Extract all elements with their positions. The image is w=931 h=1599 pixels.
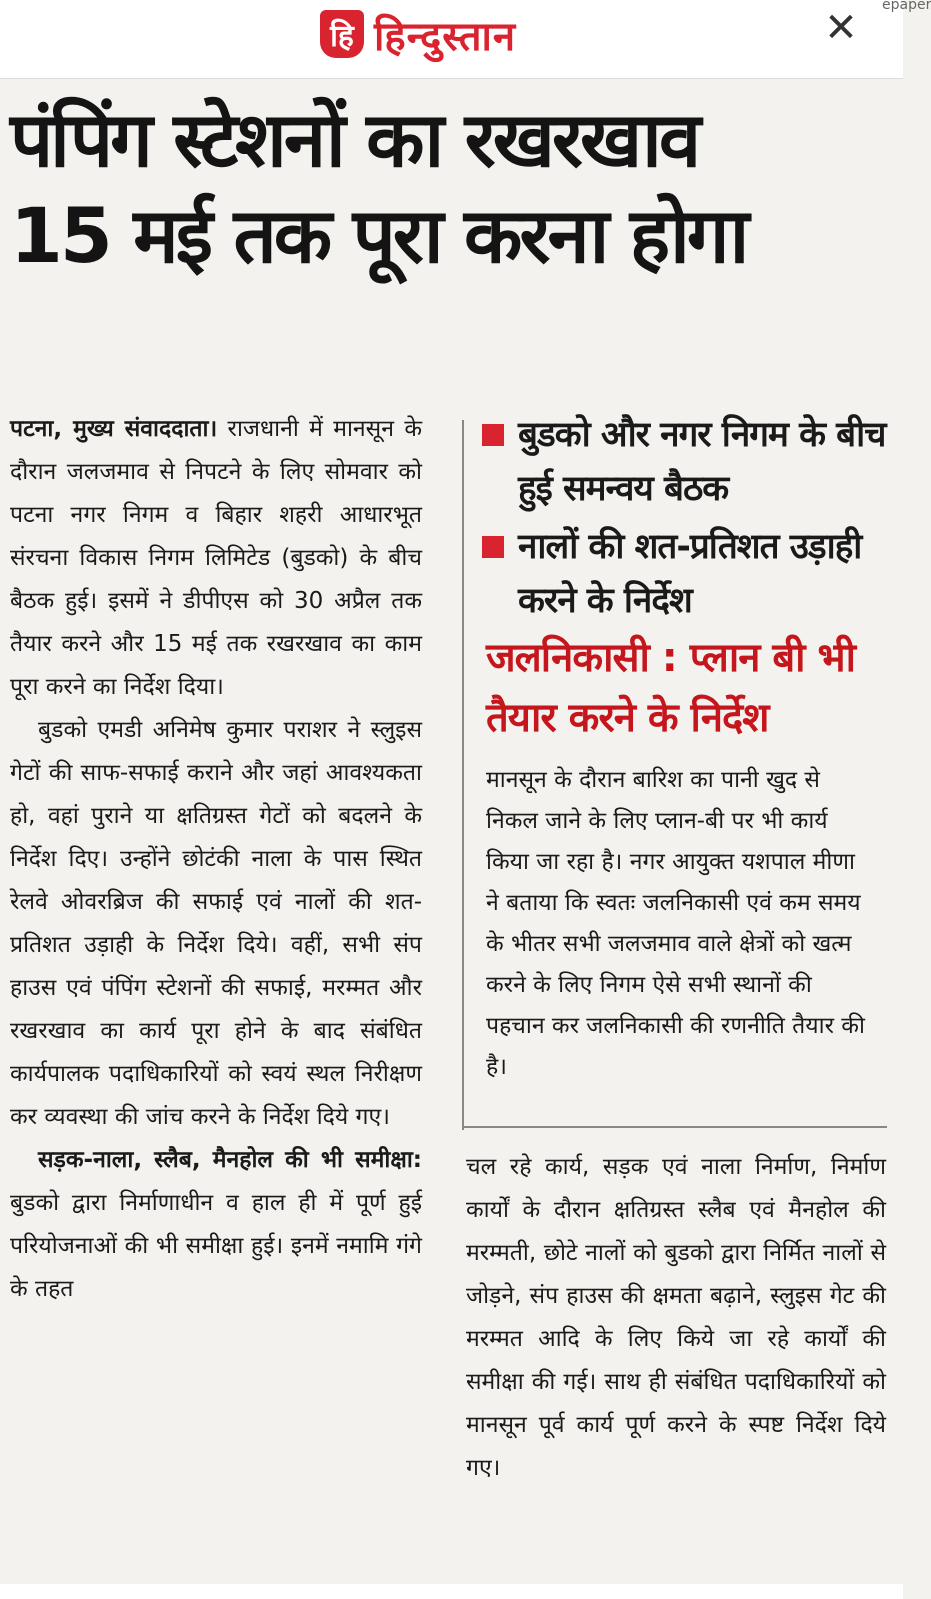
dateline: पटना, मुख्य संवाददाता। [10,416,218,442]
headline-line-1: पंपिंग स्टेशनों का रखरखाव [10,95,699,184]
epaper-label: epaper [882,0,931,13]
box-divider [462,1126,887,1128]
bullet-text: बुडको और नगर निगम के बीच हुई समन्वय बैठक [518,415,886,509]
bullet-square-icon [482,536,504,558]
bottom-strip [0,1584,903,1599]
paragraph-3-text: बुडको द्वारा निर्माणाधीन व हाल ही में पूर्ण हुई परियोजनाओं की भी समीक्षा हुई। इनमें नमामि गंगे के तहत [10,1190,422,1302]
inline-subhead: सड़क-नाला, स्लैब, मैनहोल की भी समीक्षा: [38,1147,422,1173]
left-column [10,408,422,1311]
paragraph-3 [10,1139,422,1311]
bullet-item [482,520,887,628]
logo [320,0,931,64]
paragraph-1-text: राजधानी में मानसून के दौरान जलजमाव से निपटने के लिए सोमवार को पटना नगर निगम व बिहार शहरी आधारभूत संरचना विकास निगम लिमिटेड (बुडको) के बीच बैठक हुई। इसमें ने डीपीएस को 30 अप्रैल तक तैयार करने और 15 मई तक रखरखाव का काम पूरा करने का निर्देश दिया। [10,416,422,700]
bullet-text: नालों की शत-प्रतिशत उड़ाही करने के निर्देश [518,527,862,621]
headline-line-2: 15 मई तक पूरा करना होगा [10,191,747,280]
logo-text: हिन्दुस्तान [374,13,517,60]
column-divider [462,420,464,1130]
bullet-square-icon [482,424,504,446]
logo-badge-icon: हि [320,10,364,58]
highlight-bullets [482,408,887,632]
box-heading: जलनिकासी : प्लान बी भी तैयार करने के निर्देश [486,635,855,741]
paragraph-2: बुडको एमडी अनिमेष कुमार पराशर ने स्लुइस गेटों की साफ-सफाई कराने और जहां आवश्यकता हो, वहां पुराने या क्षतिग्रस्त गेटों को बदलने के निर्देश दिए। उन्होंने छोटंकी नाला के पास स्थित रेलवे ओवरब्रिज की सफाई एवं नालों की शत-प्रतिशत उड़ाही के निर्देश दिये। वहीं, सभी संप हाउस एवं पंपिंग स्टेशनों की सफाई, मरम्मत और रखरखाव का कार्य पूरा होने के बाद संबंधित कार्यपालक पदाधिकारियों को स्वयं स्थल निरीक्षण कर व्यवस्था की जांच करने के निर्देश दिये गए। [10,717,422,1130]
bullet-item [482,408,887,516]
paragraph-1 [10,408,422,709]
article-headline [10,92,890,284]
close-icon[interactable]: ✕ [824,5,858,51]
box-text: मानसून के दौरान बारिश का पानी खुद से निकल जाने के लिए प्लान-बी पर भी कार्य किया जा रहा है। नगर आयुक्त यशपाल मीणा ने बताया कि स्वतः जलनिकासी एवं कम समय के भीतर सभी जलजमाव वाले क्षेत्रों को खत्म करने के लिए निगम ऐसे सभी स्थानों की पहचान कर जलनिकासी की रणनीति तैयार की है। [486,767,865,1080]
right-column-text: चल रहे कार्य, सड़क एवं नाला निर्माण, निर्माण कार्यों के दौरान क्षतिग्रस्त स्लैब एवं मैनहोल की मरम्मती, छोटे नालों को बुडको द्वारा निर्मित नालों से जोड़ने, संप हाउस की क्षमता बढ़ाने, स्लुइस गेट की मरम्मत आदि के लिए किये जा रहे कार्यों की समीक्षा की गई। साथ ही संबंधित पदाधिकारियों को मानसून पूर्व कार्य पूर्ण करने के स्पष्ट निर्देश दिये गए। [466,1154,886,1481]
top-bar [0,0,931,79]
